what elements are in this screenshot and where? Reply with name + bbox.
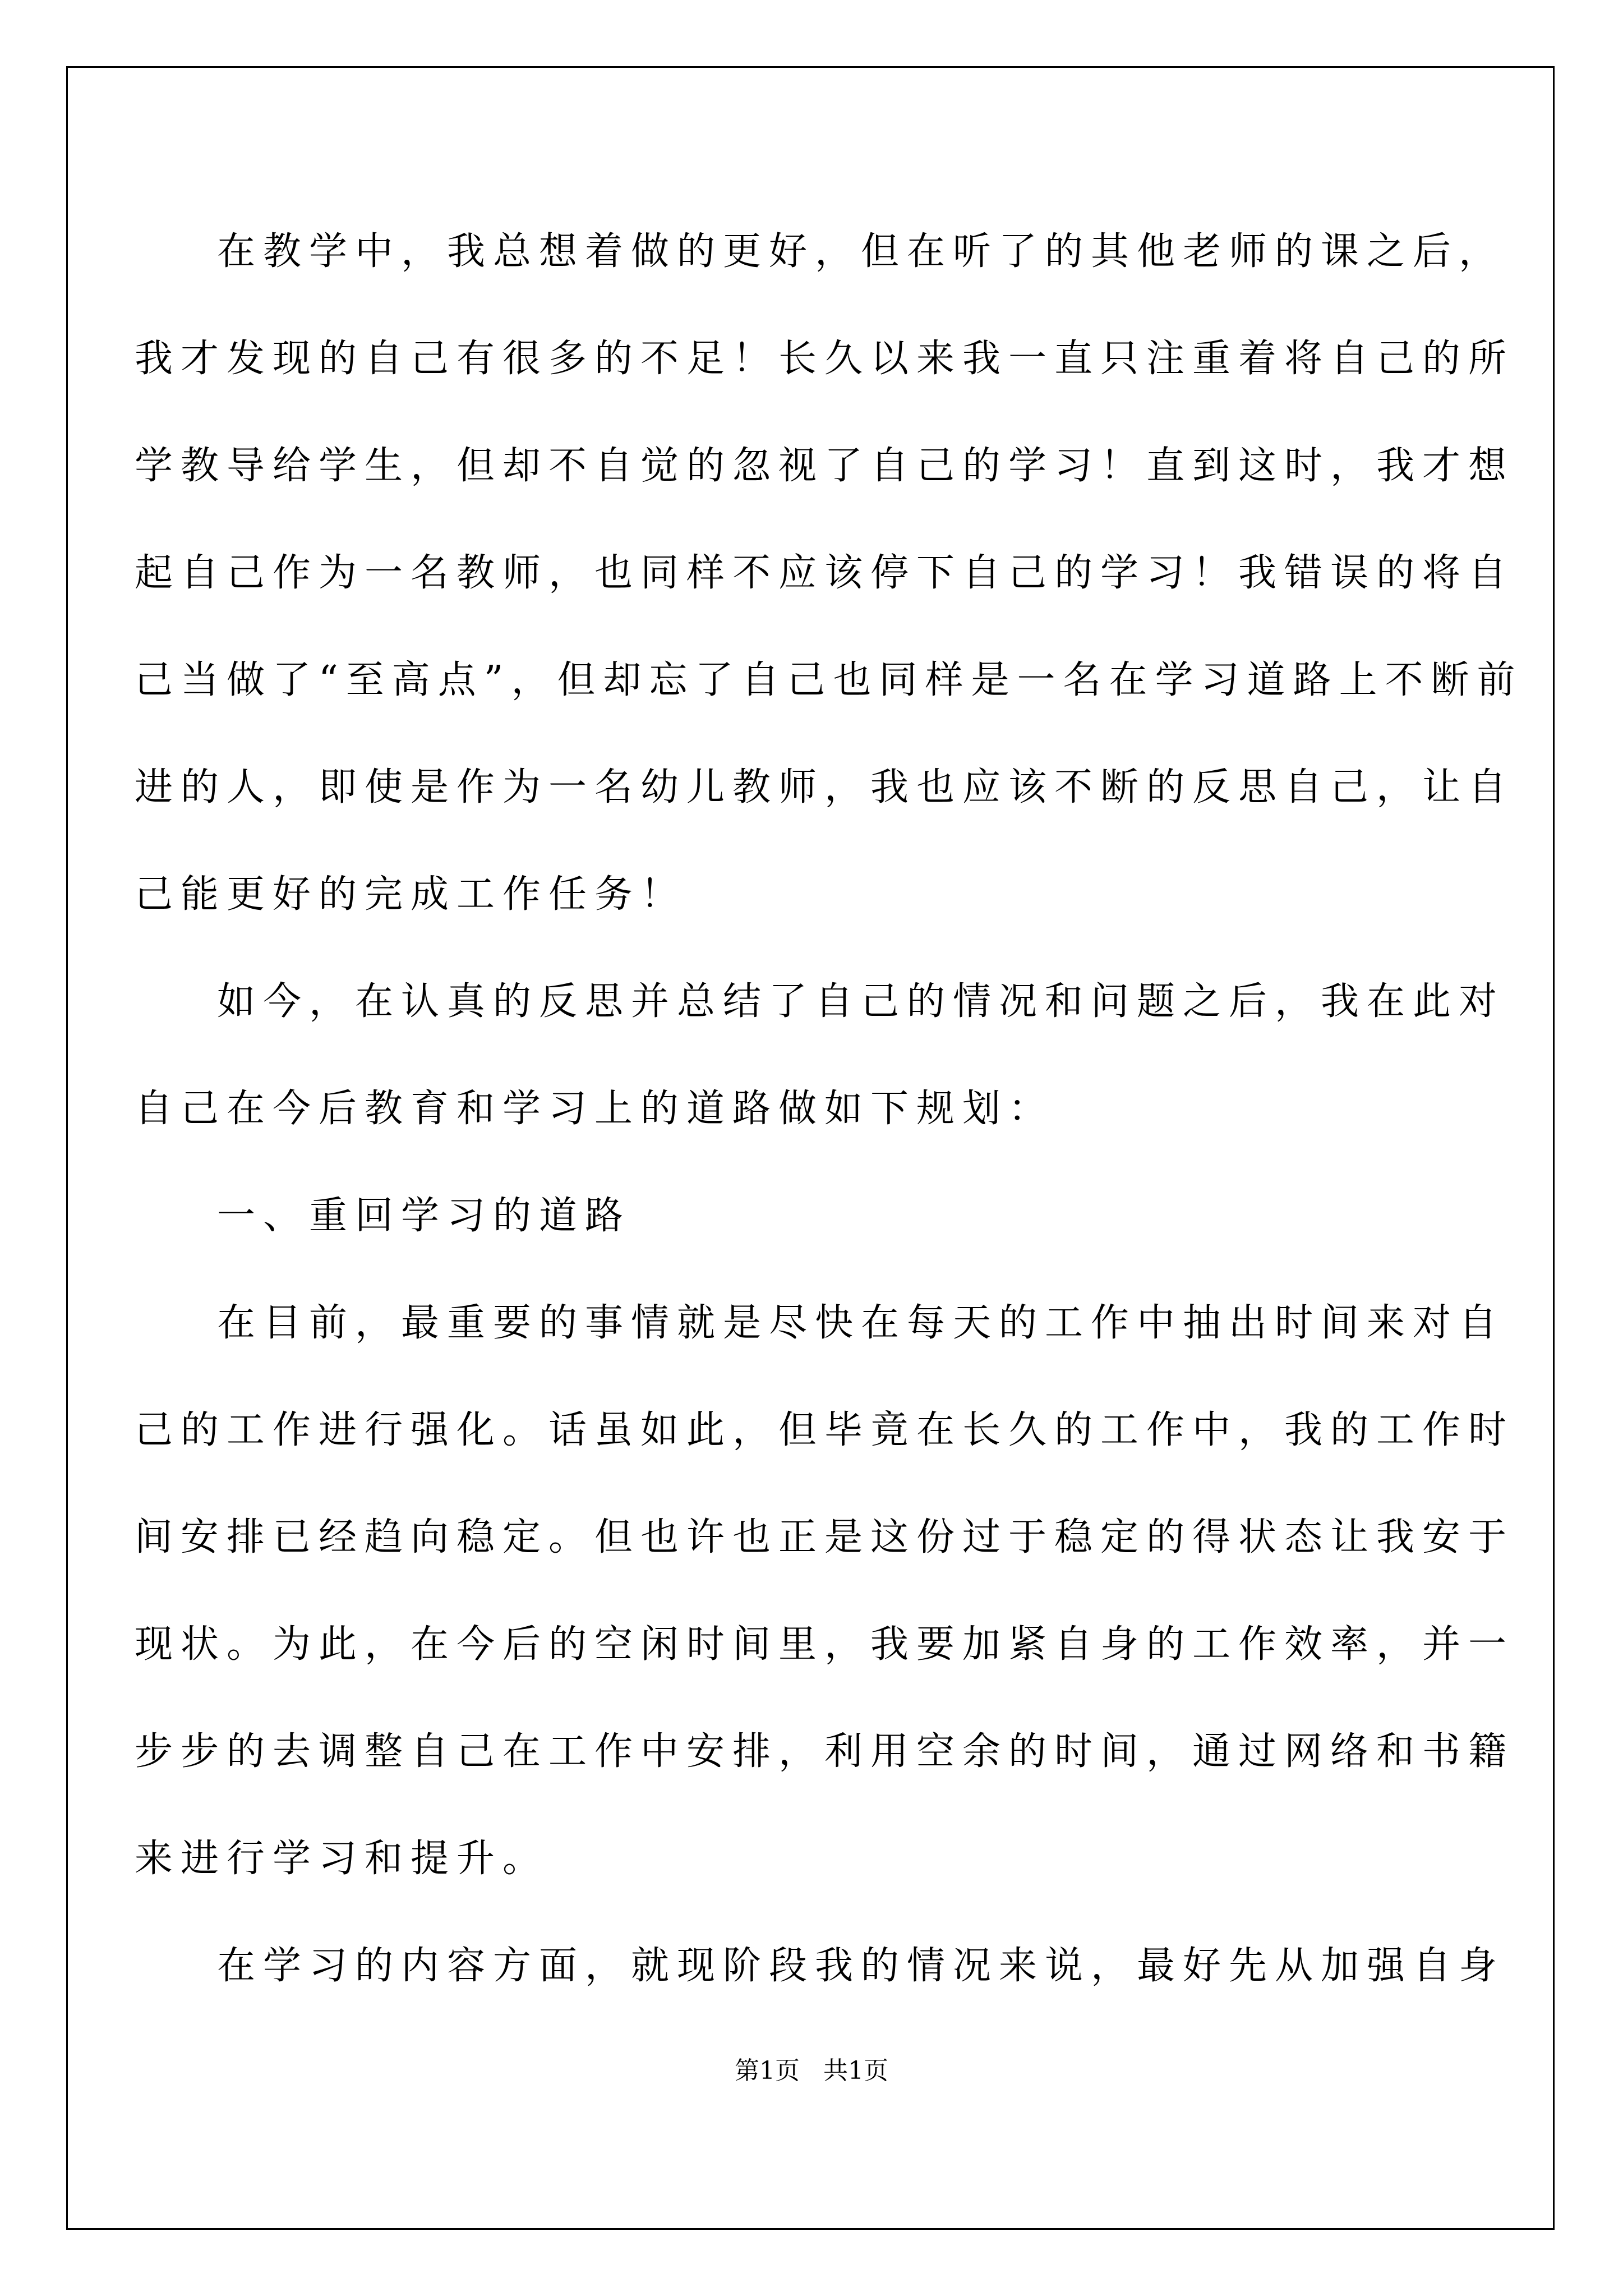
text-line: 自己在今后教育和学习上的道路做如下规划：: [135, 1087, 1055, 1131]
page-footer: [0, 2056, 1623, 2085]
text-line: 己的工作进行强化。话虽如此，但毕竟在长久的工作中，我的工作时: [135, 1408, 1515, 1452]
text-line: 在教学中，我总想着做的更好，但在听了的其他老师的课之后，: [217, 229, 1505, 274]
section-heading: 一、重回学习的道路: [217, 1194, 631, 1238]
text-line: 学教导给学生，但却不自觉的忽视了自己的学习！直到这时，我才想: [135, 444, 1515, 488]
text-line: 现状。为此，在今后的空闲时间里，我要加紧自身的工作效率，并一: [135, 1622, 1515, 1667]
text-line: 步步的去调整自己在工作中安排，利用空余的时间，通过网络和书籍: [135, 1729, 1515, 1774]
text-line: 在目前，最重要的事情就是尽快在每天的工作中抽出时间来对自: [217, 1301, 1505, 1345]
text-line: 我才发现的自己有很多的不足！长久以来我一直只注重着将自己的所: [135, 337, 1515, 381]
text-line: 进的人，即使是作为一名幼儿教师，我也应该不断的反思自己，让自: [135, 765, 1515, 809]
page-frame: [66, 66, 1555, 2230]
text-line: 在学习的内容方面，就现阶段我的情况来说，最好先从加强自身: [217, 1944, 1505, 1988]
page-total: 共1页: [823, 2056, 888, 2085]
text-line: 起自己作为一名教师，也同样不应该停下自己的学习！我错误的将自: [135, 551, 1515, 595]
page-number: 第1页: [735, 2056, 800, 2085]
text-line: 间安排已经趋向稳定。但也许也正是这份过于稳定的得状态让我安于: [135, 1515, 1515, 1559]
text-line: 己当做了“至高点”，但却忘了自己也同样是一名在学习道路上不断前: [135, 658, 1523, 702]
text-line: 如今，在认真的反思并总结了自己的情况和问题之后，我在此对: [217, 979, 1505, 1024]
text-line: 己能更好的完成工作任务！: [135, 872, 687, 917]
text-line: 来进行学习和提升。: [135, 1837, 549, 1881]
